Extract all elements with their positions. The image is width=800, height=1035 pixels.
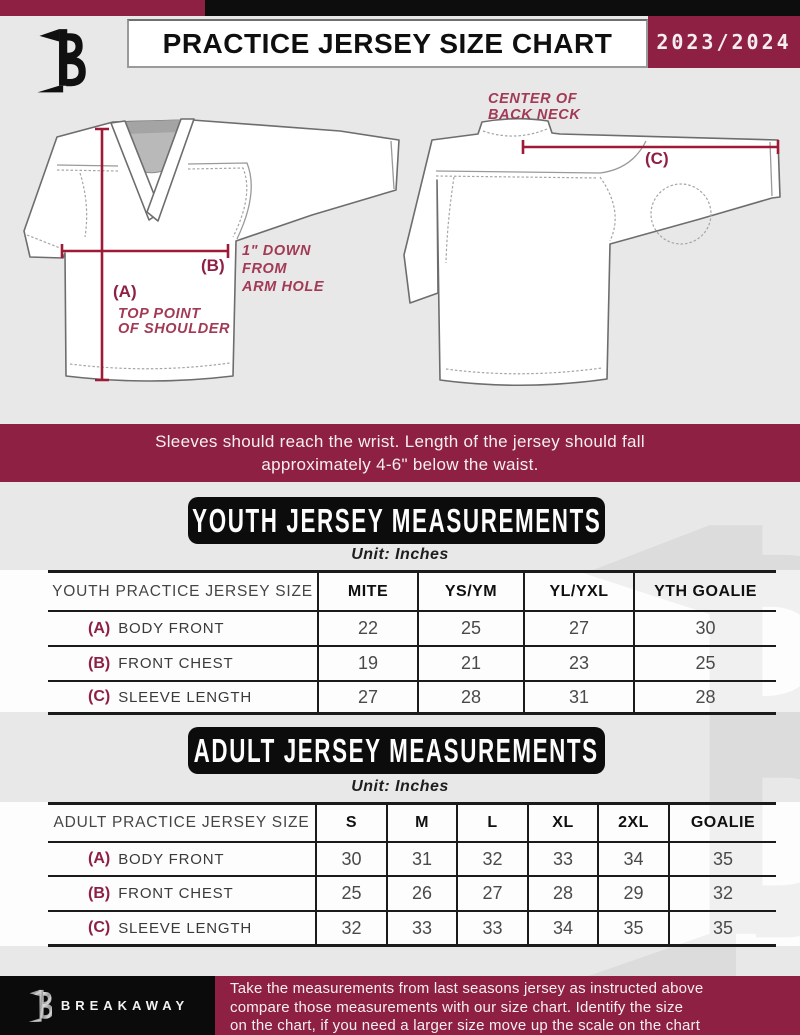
cell-value: 28 [527,875,597,910]
cell-value: 31 [386,841,456,875]
instruction-banner [0,424,800,482]
table-row [48,610,317,645]
adult-col-xl: XL [527,805,597,841]
footer-note-line-2: compare those measurements with our size chart. Identify the size [230,998,684,1016]
label-b-desc-3: ARM HOLE [242,279,325,295]
cell-value: 32 [668,875,776,910]
row-key: (A) [88,850,111,867]
top-accent-strip-black [205,0,800,16]
cell-value: 27 [523,610,633,645]
cell-value: 35 [597,910,668,944]
cell-value: 33 [386,910,456,944]
label-b-desc-1: 1" DOWN [242,243,312,259]
row-key: (C) [88,919,111,936]
page-title-box [127,19,648,68]
adult-table-label-header: ADULT PRACTICE JERSEY SIZE [53,814,310,831]
cell-value: 19 [317,645,417,680]
adult-col-s: S [315,805,386,841]
adult-col-goalie: GOALIE [668,805,776,841]
adult-col-l: L [456,805,527,841]
row-key: (B) [88,884,111,902]
label-b: (B) [201,256,225,275]
table-row [48,910,315,944]
adult-unit-label: Unit: Inches [351,778,449,795]
row-key: (B) [88,654,111,672]
label-a-desc-1: TOP POINT [118,306,201,322]
youth-col-goalie: YTH GOALIE [633,573,776,610]
row-label: FRONT CHEST [118,885,234,902]
footer-note-line-3: on the chart, if you need a larger size move up the scale on the chart [230,1017,701,1034]
youth-section-heading [188,497,605,544]
season-text: 2023/2024 [656,30,792,54]
cell-value: 32 [315,910,386,944]
label-a: (A) [113,282,137,301]
jersey-measurement-diagram [0,85,800,425]
banner-line-1: Sleeves should reach the wrist. Length of the jersey should fall [155,432,645,451]
cell-value: 35 [668,841,776,875]
cell-value: 25 [315,875,386,910]
cell-value: 31 [523,680,633,712]
cell-value: 35 [668,910,776,944]
cell-value: 25 [633,645,776,680]
row-label: FRONT CHEST [118,655,234,672]
footer-note [215,976,800,1035]
row-key: (A) [88,619,111,637]
youth-heading-text: YOUTH JERSEY MEASUREMENTS [191,501,602,539]
cell-value: 28 [633,680,776,712]
youth-unit-label: Unit: Inches [351,546,449,563]
front-jersey-drawing [24,119,399,381]
cell-value: 27 [456,875,527,910]
table-row [48,645,317,680]
adult-col-2xl: 2XL [597,805,668,841]
row-label: SLEEVE LENGTH [118,688,252,706]
cell-value: 23 [523,645,633,680]
cell-value: 32 [456,841,527,875]
cell-value: 28 [417,680,523,712]
cell-value: 30 [633,610,776,645]
cell-value: 21 [417,645,523,680]
adult-size-table [48,802,776,947]
youth-col-ylyxl: YL/YXL [523,573,633,610]
cell-value: 30 [315,841,386,875]
label-c-desc-2: BACK NECK [488,107,581,123]
top-accent-strip-maroon [0,0,205,16]
footer-brand-block [0,976,215,1035]
cell-value: 25 [417,610,523,645]
banner-line-2: approximately 4-6" below the waist. [261,455,539,474]
label-a-desc-2: OF SHOULDER [118,321,231,337]
adult-heading-text: ADULT JERSEY MEASUREMENTS [193,731,600,769]
footer-note-line-1: Take the measurements from last seasons jersey as instructed above [230,980,704,997]
youth-col-ysym: YS/YM [417,573,523,610]
season-badge [648,16,800,68]
page-title: PRACTICE JERSEY SIZE CHART [162,27,613,59]
adult-section-heading [188,727,605,774]
cell-value: 34 [597,841,668,875]
youth-col-mite: MITE [317,573,417,610]
label-c: (C) [645,149,669,168]
row-label: BODY FRONT [118,850,225,868]
row-key: (C) [88,688,111,705]
table-row [48,875,315,910]
label-c-desc-1: CENTER OF [488,91,578,107]
back-jersey-drawing [404,91,780,385]
youth-table-label-header: YOUTH PRACTICE JERSEY SIZE [52,582,313,600]
cell-value: 27 [317,680,417,712]
footer-brand-name: BREAKAWAY [60,998,190,1013]
table-row [48,680,317,712]
adult-col-m: M [386,805,456,841]
table-row [48,841,315,875]
cell-value: 34 [527,910,597,944]
youth-size-table [48,570,776,715]
footer-breakaway-logo-icon [26,987,52,1024]
row-label: BODY FRONT [118,620,225,637]
cell-value: 26 [386,875,456,910]
cell-value: 33 [527,841,597,875]
cell-value: 33 [456,910,527,944]
cell-value: 29 [597,875,668,910]
label-b-desc-2: FROM [242,261,288,277]
cell-value: 22 [317,610,417,645]
row-label: SLEEVE LENGTH [118,919,252,937]
